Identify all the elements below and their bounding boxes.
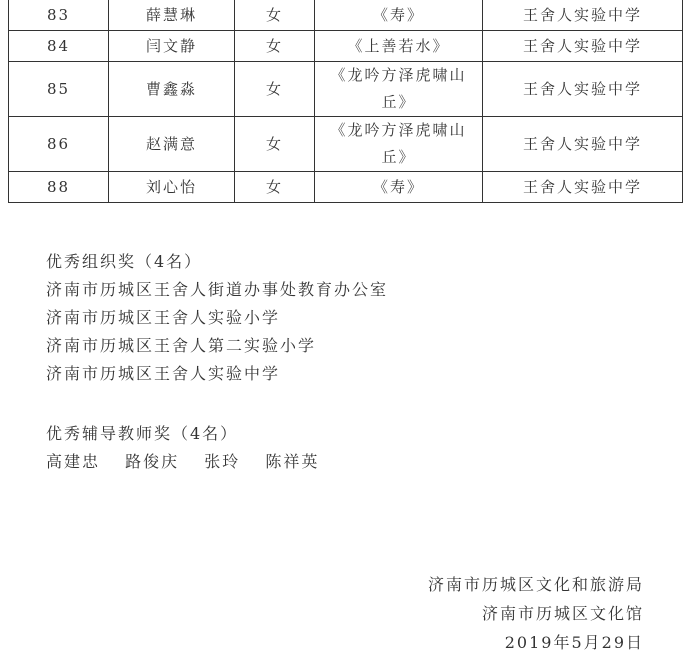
organization-award-item: 济南市历城区王舍人实验小学 [46, 308, 281, 327]
cell-gender: 女 [235, 62, 315, 117]
teacher-name: 高建忠 [46, 452, 101, 471]
cell-number: 86 [9, 117, 109, 172]
cell-gender: 女 [235, 172, 315, 203]
cell-school: 王舍人实验中学 [483, 31, 683, 62]
cell-name: 曹鑫淼 [109, 62, 235, 117]
table-row [9, 0, 683, 31]
table-row [9, 31, 683, 62]
cell-school: 王舍人实验中学 [483, 0, 683, 31]
cell-name: 赵满意 [109, 117, 235, 172]
organization-award-section [46, 248, 388, 388]
signature-org-center: 济南市历城区文化馆 [481, 604, 644, 623]
cell-name: 闫文静 [109, 31, 235, 62]
cell-work: 《龙吟方泽虎啸山丘》 [315, 62, 483, 117]
cell-number: 84 [9, 31, 109, 62]
teacher-names [46, 448, 337, 476]
table-row [9, 172, 683, 203]
teacher-name: 路俊庆 [125, 452, 180, 471]
cell-school: 王舍人实验中学 [483, 117, 683, 172]
cell-name: 薛慧琳 [109, 0, 235, 31]
table-row [9, 62, 683, 117]
teacher-name: 张玲 [204, 452, 241, 471]
cell-work: 《寿》 [315, 0, 483, 31]
signature-block [428, 570, 644, 657]
signature-org-bureau: 济南市历城区文化和旅游局 [427, 575, 644, 594]
cell-name: 刘心怡 [109, 172, 235, 203]
cell-work: 《龙吟方泽虎啸山丘》 [315, 117, 483, 172]
organization-award-item: 济南市历城区王舍人实验中学 [46, 364, 281, 383]
signature-date: 2019年5月29日 [504, 633, 644, 652]
cell-number: 83 [9, 0, 109, 31]
organization-award-item: 济南市历城区王舍人第二实验小学 [46, 336, 317, 355]
organization-award-item: 济南市历城区王舍人街道办事处教育办公室 [46, 280, 389, 299]
cell-gender: 女 [235, 0, 315, 31]
cell-work: 《上善若水》 [315, 31, 483, 62]
teacher-award-heading: 优秀辅导教师奖（4名） [46, 424, 239, 443]
cell-school: 王舍人实验中学 [483, 62, 683, 117]
cell-school: 王舍人实验中学 [483, 172, 683, 203]
cell-number: 85 [9, 62, 109, 117]
cell-gender: 女 [235, 117, 315, 172]
table-row [9, 117, 683, 172]
cell-work: 《寿》 [315, 172, 483, 203]
organization-award-heading: 优秀组织奖（4名） [46, 252, 203, 271]
teacher-award-section [46, 420, 337, 476]
award-table [8, 0, 683, 203]
cell-number: 88 [9, 172, 109, 203]
teacher-name: 陈祥英 [265, 452, 320, 471]
cell-gender: 女 [235, 31, 315, 62]
